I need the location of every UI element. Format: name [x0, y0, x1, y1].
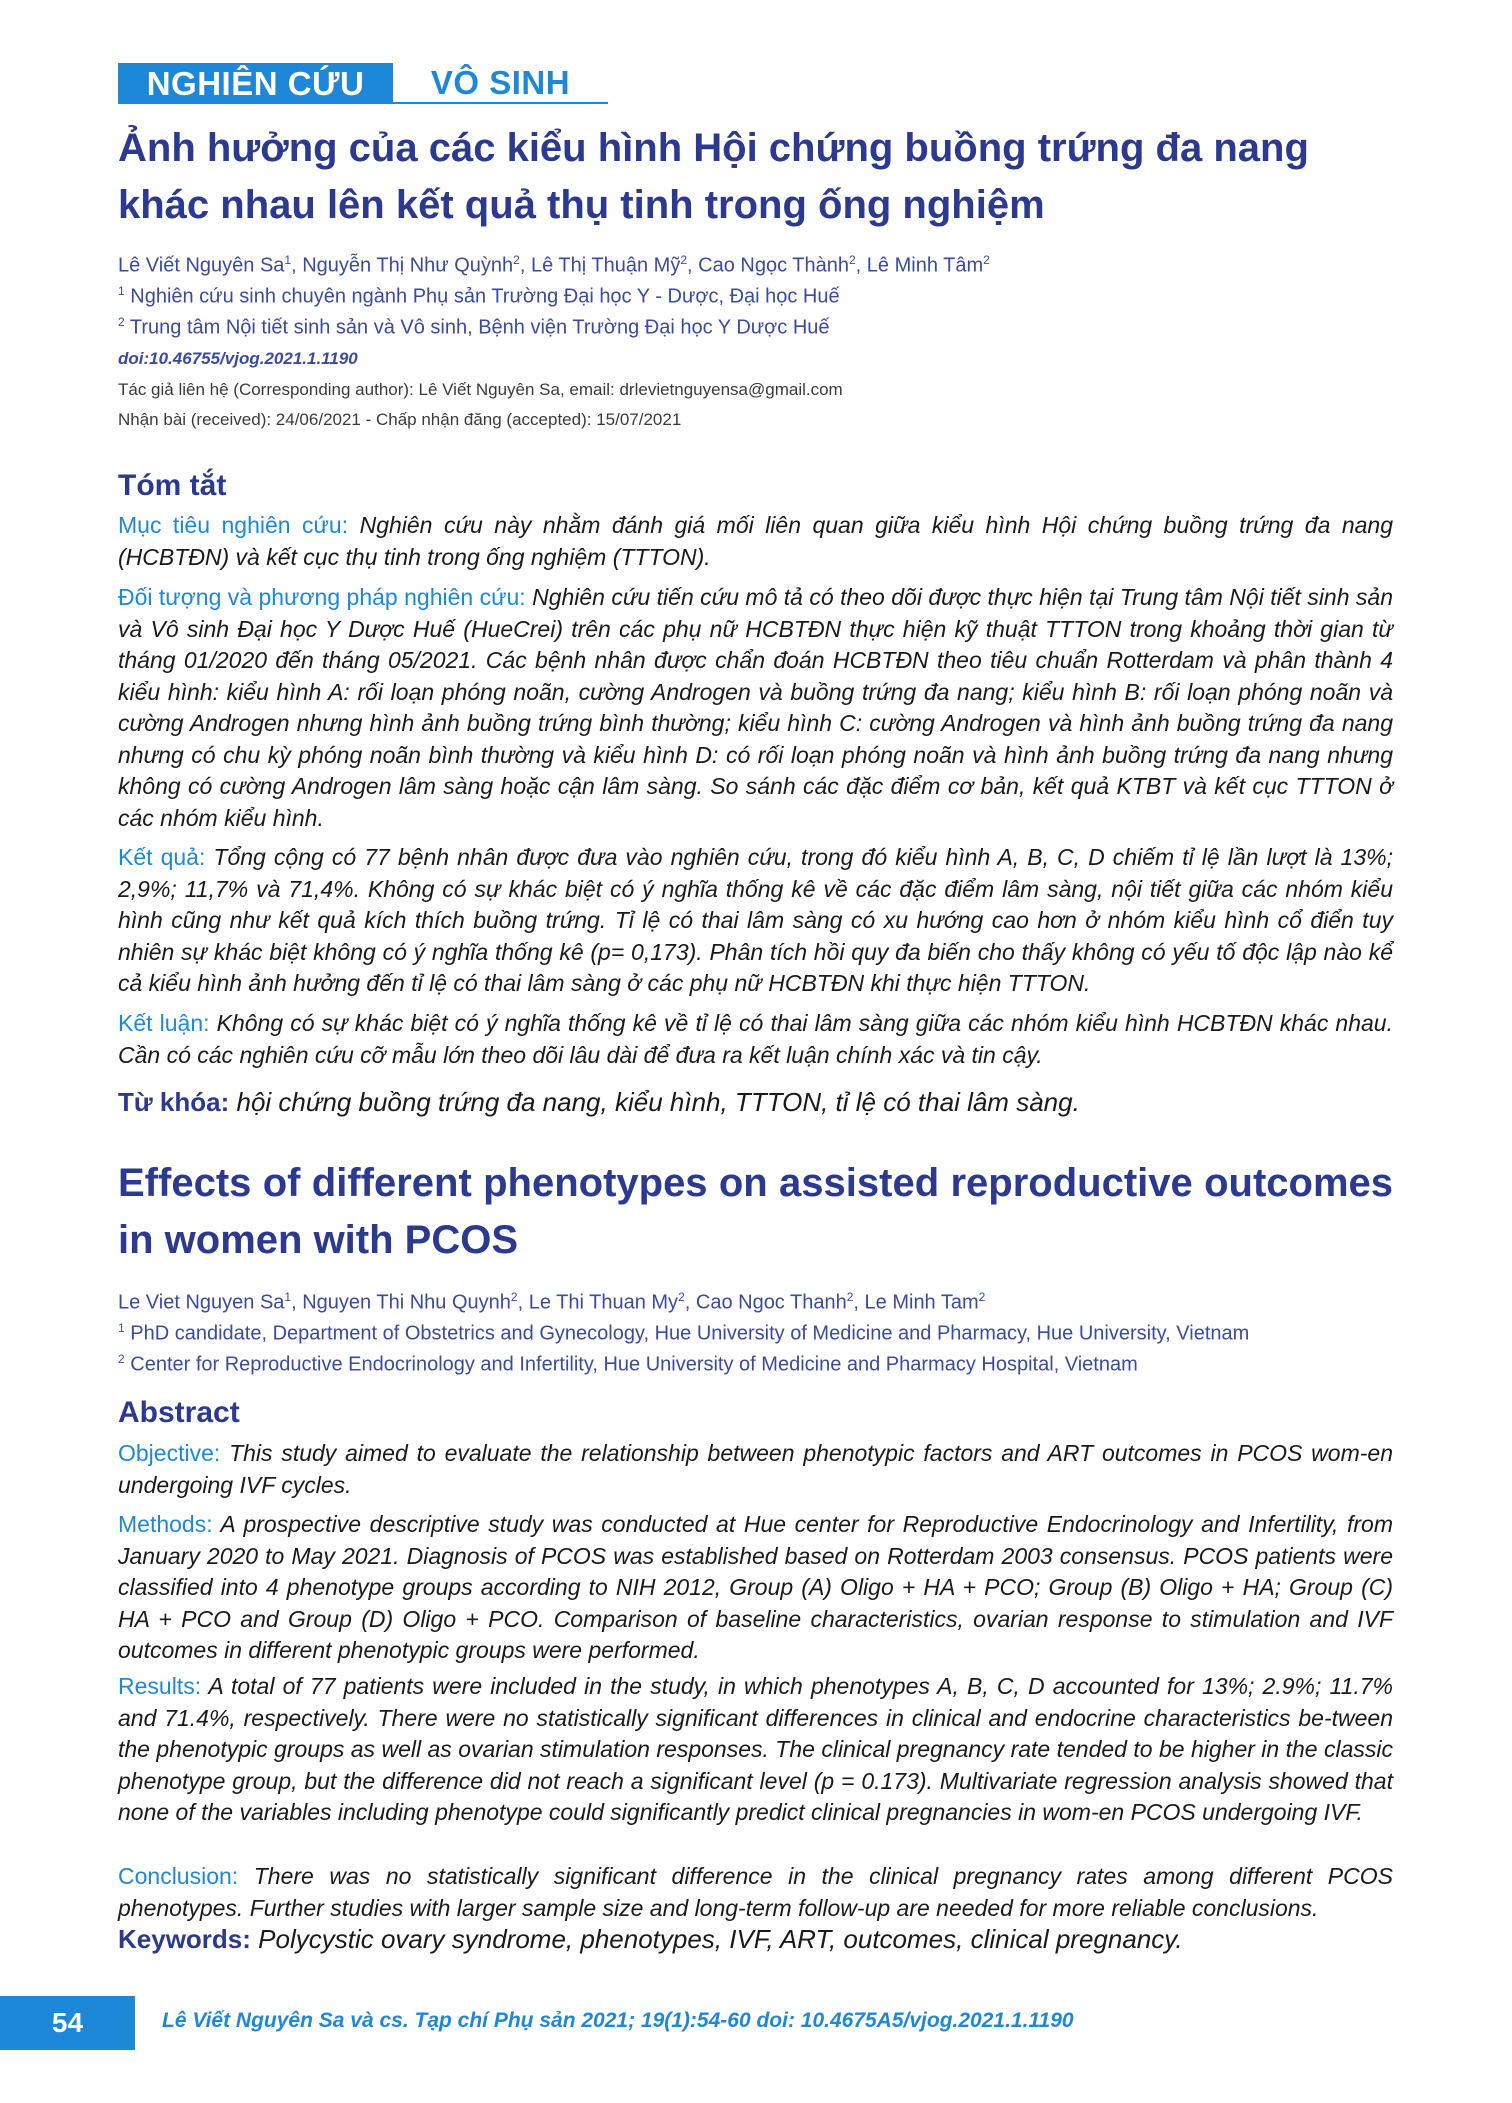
- author-name: Cao Ngoc Thanh: [695, 1291, 847, 1314]
- section-text: This study aimed to evaluate the relationship between phenotypic factors and ART outcomes in PCOS wom-en undergoing IVF cycles.: [118, 1440, 1393, 1498]
- author-name: Nguyễn Thị Như Quỳnh: [302, 254, 514, 277]
- abstract-conclusion-vi: [118, 1008, 1393, 1071]
- author-name: Lê Thị Thuận Mỹ: [530, 254, 681, 277]
- author-sup: 1: [284, 1290, 292, 1304]
- keywords-label: Từ khóa:: [118, 1087, 230, 1117]
- author-sup: 1: [284, 253, 292, 267]
- affiliation-sup: 2: [118, 1352, 125, 1366]
- author-name: Le Thi Thuan My: [528, 1291, 679, 1314]
- author-name: Nguyen Thi Nhu Quynh: [302, 1291, 511, 1314]
- article-title-en: Effects of different phenotypes on assisted reproductive outcomes in women with PCOS: [118, 1161, 1393, 1262]
- section-label: Methods:: [118, 1511, 213, 1537]
- keywords-text: Polycystic ovary syndrome, phenotypes, IVF, ART, outcomes, clinical pregnancy.: [250, 1924, 1183, 1954]
- keywords-text: hội chứng buồng trứng đa nang, kiểu hình, TTTON, tỉ lệ có thai lâm sàng.: [229, 1087, 1080, 1117]
- author-sup: 2: [983, 253, 990, 267]
- keywords-en: [118, 1924, 1393, 1955]
- section-label: Objective:: [118, 1440, 221, 1466]
- abstract-heading-vi: Tóm tắt: [118, 469, 227, 502]
- author-sep: ,: [687, 254, 699, 277]
- corresponding-author: Tác giả liên hệ (Corresponding author): Lê Viết Nguyên Sa, email: drlevietnguyensa@gmail.com: [118, 380, 843, 399]
- affiliation-text: PhD candidate, Department of Obstetrics and Gynecology, Hue University of Medicine and Pharmacy, Hue University, Vietnam: [130, 1322, 1250, 1345]
- affiliation-sup: 1: [118, 1321, 125, 1335]
- author-sup: 2: [510, 1290, 518, 1304]
- author-sep: ,: [517, 1291, 529, 1314]
- abstract-methods-en: [118, 1509, 1393, 1667]
- doi: doi:10.46755/vjog.2021.1.1190: [118, 349, 358, 368]
- section-text: Nghiên cứu này nhằm đánh giá mối liên quan giữa kiểu hình Hội chứng buồng trứng đa nang (HCBTĐN) và kết cục thụ tinh trong ống nghiệm (TTTON).: [118, 512, 1393, 570]
- author-sep: ,: [291, 1291, 303, 1314]
- keywords-vi: [118, 1087, 1393, 1118]
- author-name: Le Viet Nguyen Sa: [118, 1291, 285, 1314]
- affiliation-text: Trung tâm Nội tiết sinh sản và Vô sinh, Bệnh viện Trường Đại học Y Dược Huế: [129, 316, 830, 339]
- section-label: Đối tượng và phương pháp nghiên cứu:: [118, 584, 526, 610]
- author-sep: ,: [519, 254, 531, 277]
- author-sup: 2: [678, 1290, 685, 1304]
- author-name: Lê Minh Tâm: [866, 254, 984, 277]
- article-title-vi: Ảnh hưởng của các kiểu hình Hội chứng buồng trứng đa nang khác nhau lên kết quả thụ tinh trong ống nghiệm: [118, 126, 1309, 227]
- section-text: There was no statistically significant difference in the clinical pregnancy rates among different PCOS phenotypes. Further studies with larger sample size and long-term follow-up are needed for more reliable conclusions.: [118, 1863, 1393, 1921]
- author-sup: 2: [978, 1290, 986, 1304]
- section-label: Conclusion:: [118, 1863, 239, 1889]
- keywords-label: Keywords:: [118, 1924, 251, 1954]
- received-accepted-dates: Nhận bài (received): 24/06/2021 - Chấp nhận đăng (accepted): 15/07/2021: [118, 410, 682, 429]
- section-label: Kết luận:: [118, 1010, 210, 1036]
- abstract-conclusion-en: [118, 1861, 1393, 1924]
- category-label: NGHIÊN CỨU: [118, 63, 393, 104]
- author-name: Le Minh Tam: [864, 1291, 979, 1314]
- abstract-results-en: [118, 1671, 1393, 1829]
- section-label: Results:: [118, 1673, 202, 1699]
- section-text: Không có sự khác biệt có ý nghĩa thống kê về tỉ lệ có thai lâm sàng giữa các nhóm kiểu hình HCBTĐN khác nhau. Cần có các nghiên cứu cỡ mẫu lớn theo dõi lâu dài để đưa ra kết luận chính xác và tin cậy.: [118, 1010, 1393, 1068]
- author-name: Cao Ngọc Thành: [698, 254, 849, 277]
- affiliation-text: Nghiên cứu sinh chuyên ngành Phụ sản Trường Đại học Y - Dược, Đại học Huế: [130, 285, 840, 308]
- section-text: Tổng cộng có 77 bệnh nhân được đưa vào nghiên cứu, trong đó kiểu hình A, B, C, D chiếm tỉ lệ lần lượt là 13%; 2,9%; 11,7% và 71,4%. Không có sự khác biệt có ý nghĩa thống kê về các đặc điểm lâm sàng, nội tiết giữa các nhóm kiểu hình cũng như kết quả kích thích buồng trứng. Tỉ lệ có thai lâm sàng có xu hướng cao hơn ở nhóm kiểu hình cổ điển tuy nhiên sự khác biệt không có ý nghĩa thống kê (p= 0,173). Phân tích hồi quy đa biến cho thấy không có yếu tố độc lập nào kể cả kiểu hình ảnh hưởng đến tỉ lệ có thai lâm sàng ở các phụ nữ HCBTĐN khi thực hiện TTTON.: [118, 844, 1393, 996]
- author-sep: ,: [853, 1291, 865, 1314]
- abstract-objective-en: [118, 1438, 1393, 1501]
- section-text: A prospective descriptive study was conducted at Hue center for Reproductive Endocrinology and Infertility, from January 2020 to May 2021. Diagnosis of PCOS was established based on Rotterdam 2003 consensus. PCOS patients were classified into 4 phenotype groups according to NIH 2012, Group (A) Oligo + HA + PCO; Group (B) Oligo + HA; Group (C) HA + PCO and Group (D) Oligo + PCO. Comparison of baseline characteristics, ovarian response to stimulation and IVF outcomes in different phenotypic groups were performed.: [118, 1511, 1393, 1663]
- affiliation-sup: 1: [118, 284, 125, 298]
- abstract-results-vi: [118, 842, 1393, 1000]
- affiliation-en-2: [118, 1344, 1393, 1381]
- author-sup: 2: [846, 1290, 854, 1304]
- section-text: Nghiên cứu tiến cứu mô tả có theo dõi được thực hiện tại Trung tâm Nội tiết sinh sản và Vô sinh Đại học Y Dược Huế (HueCrei) trên các phụ nữ HCBTĐN thực hiện kỹ thuật TTTON trong khoảng thời gian từ tháng 01/2020 đến tháng 05/2021. Các bệnh nhân được chẩn đoán HCBTĐN theo tiêu chuẩn Rotterdam và phân thành 4 kiểu hình: kiểu hình A: rối loạn phóng noãn, cường Androgen và buồng trứng đa nang; kiểu hình B: rối loạn phóng noãn và cường Androgen nhưng hình ảnh buồng trứng bình thường; kiểu hình C: cường Androgen và hình ảnh buồng trứng đa nang nhưng có chu kỳ phóng noãn bình thường và kiểu hình D: có rối loạn phóng noãn và hình ảnh buồng trứng đa nang nhưng không có cường Androgen lâm sàng hoặc cận lâm sàng. So sánh các đặc điểm cơ bản, kết quả KTBT và kết cục TTTON ở các nhóm kiểu hình.: [118, 584, 1393, 831]
- footer-citation: Lê Viết Nguyên Sa và cs. Tạp chí Phụ sản 2021; 19(1):54-60 doi: 10.4675A5/vjog.2021.1.1190: [162, 2009, 1074, 2032]
- author-sup: 2: [848, 253, 856, 267]
- affiliation-vi-2: [118, 307, 1393, 344]
- abstract-objective-vi: [118, 510, 1393, 573]
- author-name: Lê Viết Nguyên Sa: [118, 254, 285, 277]
- author-sep: ,: [291, 254, 303, 277]
- author-sep: ,: [855, 254, 867, 277]
- author-sep: ,: [684, 1291, 696, 1314]
- section-text: A total of 77 patients were included in the study, in which phenotypes A, B, C, D accounted for 13%; 2.9%; 11.7% and 71.4%, respectively. There were no statistically significant differences in clinical and endocrine characteristics be-tween the phenotypic groups as well as ovarian stimulation responses. The clinical pregnancy rate tended to be higher in the classic phenotype group, but the difference did not reach a significant level (p = 0.173). Multivariate regression analysis showed that none of the variables including phenotype could significantly predict clinical pregnancies in wom-en PCOS undergoing IVF.: [118, 1673, 1393, 1825]
- affiliation-text: Center for Reproductive Endocrinology and Infertility, Hue University of Medicine and Pharmacy Hospital, Vietnam: [130, 1353, 1138, 1376]
- author-sup: 2: [513, 253, 520, 267]
- abstract-methods-vi: [118, 582, 1393, 834]
- section-label: Mục tiêu nghiên cứu:: [118, 512, 349, 538]
- author-sup: 2: [680, 253, 688, 267]
- subcategory-label: VÔ SINH: [393, 63, 608, 104]
- category-header: [118, 63, 608, 104]
- affiliation-sup: 2: [118, 315, 125, 329]
- page-footer: [0, 1996, 1512, 2050]
- page-number: 54: [0, 1996, 135, 2050]
- abstract-heading-en: Abstract: [118, 1396, 240, 1429]
- section-label: Kết quả:: [118, 844, 206, 870]
